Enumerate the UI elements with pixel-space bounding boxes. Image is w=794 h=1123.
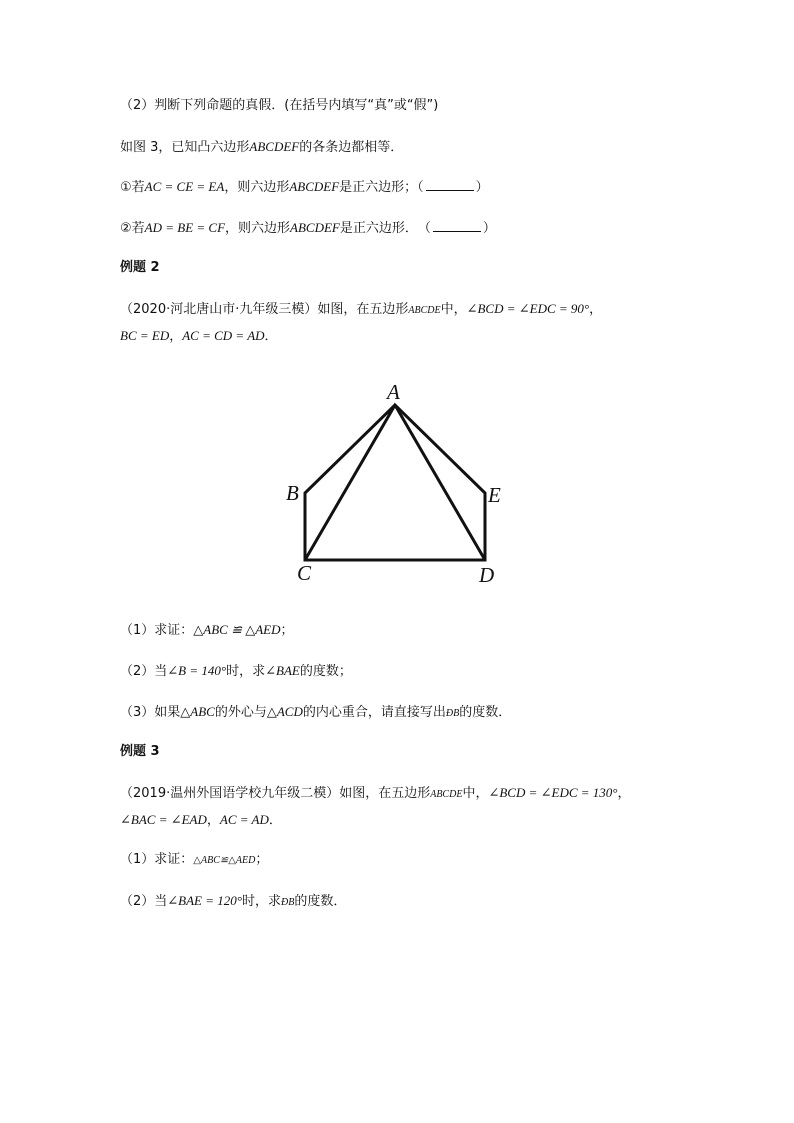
example-3-part-1: （1）求证：△ABC≌△AED； (120, 852, 269, 867)
example-2-conditions: BC = ED，AC = CD = AD． (120, 328, 278, 344)
q2-intro: （2）判断下列命题的真假．(在括号内填写“真”或“假”) (120, 98, 439, 113)
example-2-part-3: （3）如果△ABC的外心与△ACD的内心重合，请直接写出ÐB的度数． (120, 704, 512, 720)
example-3-part-2: （2）当∠BAE = 120°时，求ÐB的度数． (120, 893, 347, 909)
vertex-label-e: E (488, 483, 501, 507)
pentagon-outline (305, 405, 485, 560)
q2-given: 如图 3，已知凸六边形ABCDEF的各条边都相等． (120, 139, 404, 155)
example-2-source: （2020·河北唐山市·九年级三模）如图，在五边形ABCDE中，∠BCD = ∠EDC = 90°， (120, 301, 603, 317)
example-3-source: （2019·温州外国语学校九年级二模）如图，在五边形ABCDE中，∠BCD = ∠EDC = 130°， (120, 785, 631, 801)
example-2-part-2: （2）当∠B = 140°时，求∠BAE的度数； (120, 663, 352, 679)
q2-item-1: ①若AC = CE = EA，则六边形ABCDEF是正六边形；（ ） (120, 179, 489, 195)
q2-item-2: ②若AD = BE = CF，则六边形ABCDEF是正六边形． （ ） (120, 220, 496, 236)
example-2-part-1: （1）求证：△ABC ≌ △AED； (120, 622, 294, 638)
example-2-heading: 例题 2 (120, 260, 160, 275)
vertex-label-b: B (286, 481, 299, 505)
vertex-label-a: A (387, 380, 400, 404)
example-3-conditions: ∠BAC = ∠EAD，AC = AD． (120, 812, 282, 828)
vertex-label-c: C (297, 561, 312, 585)
segment-ad (395, 405, 485, 560)
example-3-heading: 例题 3 (120, 744, 160, 759)
vertex-label-d: D (479, 563, 495, 587)
